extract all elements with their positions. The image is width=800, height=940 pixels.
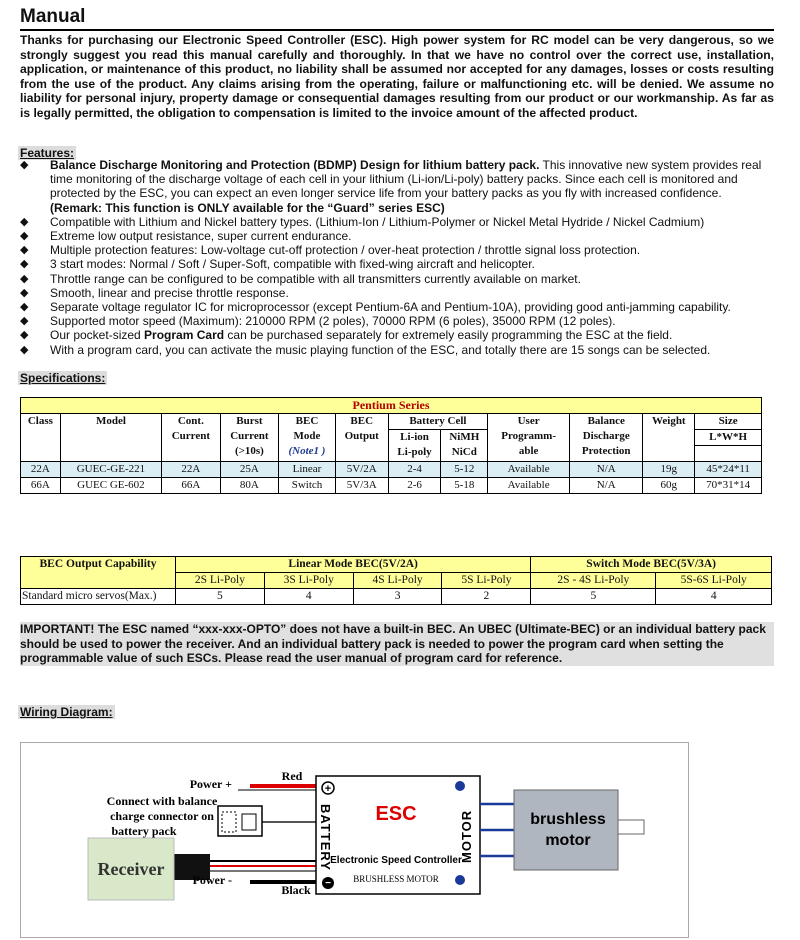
col-li: Li-ion Li-poly (388, 430, 441, 462)
col-user: User Programm- able (488, 414, 570, 462)
power-minus-label: Power - (192, 873, 232, 887)
col-cont: Cont. Current (162, 414, 221, 462)
feature-text: Compatible with Lithium and Nickel battery types. (Lithium-Ion / Lithium-Polymer or Nickel Metal Hydride / Nickel Cadmium) (50, 214, 705, 229)
feature-item (20, 229, 780, 243)
battery-side-label: BATTERY (318, 804, 333, 871)
plus-glyph: + (324, 783, 332, 795)
motor-side-label: MOTOR (459, 809, 474, 863)
bullet-icon: ◆ (20, 230, 29, 243)
feature-text: 3 start modes: Normal / Soft / Super-Soft, compatible with fixed-wing aircraft and helicopter. (50, 257, 535, 272)
feature-item (20, 314, 780, 328)
esc-full-name: Electronic Speed Controller (330, 855, 462, 866)
receiver-label: Receiver (97, 859, 165, 879)
balance-label-line1: Connect with balance (106, 794, 218, 808)
col-battery-cell: Battery Cell (388, 414, 488, 430)
col-size: Size (695, 414, 762, 430)
feature-item (20, 158, 780, 215)
motor-label-line1: brushless (530, 811, 606, 828)
col-bec-mode: BEC Mode (Note1 ) (279, 414, 336, 462)
feature-item (20, 328, 780, 342)
feature-text: Our pocket-sized (50, 328, 145, 343)
feature-text: Smooth, linear and precise throttle response. (50, 285, 289, 300)
feature-text: With a program card, you can activate the music playing function of the ESC, and totally there are 15 songs can be selected. (50, 342, 711, 357)
bullet-icon: ◆ (20, 343, 29, 356)
motor-terminal-dot (455, 781, 465, 791)
important-note: IMPORTANT! The ESC named “xxx-xxx-OPTO” does not have a built-in BEC. An UBEC (Ultimate-BEC) or an individual battery pack should be used to power the receiver. And an individual battery pack is needed to power the program card when setting the programmable value of such ESCs. Please read the user manual of program card for reference. (20, 622, 774, 666)
bullet-icon: ◆ (20, 286, 29, 299)
wiring-heading: Wiring Diagram: (20, 705, 113, 719)
bullet-icon: ◆ (20, 329, 29, 342)
page-title: Manual (20, 6, 86, 27)
linear-mode-header: Linear Mode BEC(5V/2A) (176, 557, 531, 573)
bullet-icon: ◆ (20, 244, 29, 257)
specifications-heading: Specifications: (20, 371, 106, 385)
feature-bold: Balance Discharge Monitoring and Protection (BDMP) Design for lithium battery pack. (50, 158, 540, 172)
motor-terminal-dot (455, 875, 465, 885)
col-burst: Burst Current (>10s) (220, 414, 279, 462)
feature-text: can be purchased separately for extremely easily programming the ESC at the field. (224, 328, 673, 343)
col-ni: NiMH NiCd (441, 430, 488, 462)
series-title: Pentium Series (21, 398, 762, 414)
motor-shaft (618, 820, 644, 834)
balance-label-line3: battery pack (111, 824, 177, 838)
wiring-diagram (20, 742, 772, 938)
specifications-table (20, 397, 762, 494)
feature-item (20, 343, 780, 357)
table-row: Standard micro servos(Max.) 5 4 3 2 5 4 (21, 589, 772, 605)
feature-text: This innovative new system provides real time monitoring of the discharge voltage of each cell in your lithium (Li-ion/Li-poly) battery packs. Since each cell is monitored and protected by the ESC, you can expect an even longer service life from your battery packs as you fly with increased confidence. (50, 158, 762, 201)
switch-mode-header: Switch Mode BEC(5V/3A) (531, 557, 772, 573)
program-card-label: Program Card (144, 328, 225, 343)
bec-capability-header: BEC Output Capability (21, 557, 176, 589)
bec-col: 5S Li-Poly (442, 573, 531, 589)
col-balance: Balance Discharge Protection (570, 414, 643, 462)
esc-subtitle: BRUSHLESS MOTOR (353, 874, 439, 884)
black-label: Black (281, 883, 311, 897)
feature-item (20, 272, 780, 286)
bullet-icon: ◆ (20, 272, 29, 285)
feature-text: Extreme low output resistance, super current endurance. (50, 229, 352, 244)
title-divider (20, 29, 774, 31)
intro-paragraph: Thanks for purchasing our Electronic Speed Controller (ESC). High power system for RC model can be very dangerous, so we strongly suggest you read this manual carefully and thoroughly. In that we have no control over the correct use, installation, application, or maintenance of this product, no liability shall be assumed nor accepted for any damages, losses or costs resulting from the use of the product. Any claims arising from the operating, failure or malfunctioning etc. will be denied. We assume no liability for personal injury, property damage or consequential damages resulting from our product or our workmanship. As far as is legally permitted, the obligation to compensation is limited to the invoice amount of the affected product. (20, 33, 774, 120)
table-row: 66A GUEC GE-602 66A 80A Switch 5V/3A 2-6 5-18 Available N/A 60g 70*31*14 (21, 478, 762, 494)
feature-item (20, 215, 780, 229)
feature-item (20, 243, 780, 257)
col-class: Class (21, 414, 61, 462)
bullet-icon: ◆ (20, 301, 29, 314)
power-plus-label: Power + (189, 777, 232, 791)
bec-col: 2S - 4S Li-Poly (531, 573, 656, 589)
balance-label-line2: charge connector on (110, 809, 214, 823)
bec-col: 5S-6S Li-Poly (656, 573, 772, 589)
motor-body (514, 790, 618, 870)
bec-col: 4S Li-Poly (353, 573, 442, 589)
minus-glyph: − (325, 878, 331, 889)
size-spacer (695, 446, 762, 462)
red-label: Red (281, 769, 303, 783)
feature-text: Separate voltage regulator IC for microprocessor (except Pentium-6A and Pentium-10A), providing good anti-jamming capability. (50, 300, 731, 315)
bullet-icon: ◆ (20, 159, 29, 171)
col-bec-output: BEC Output (335, 414, 388, 462)
col-weight: Weight (643, 414, 695, 462)
bec-col: 2S Li-Poly (176, 573, 265, 589)
esc-label: ESC (375, 803, 417, 825)
bullet-icon: ◆ (20, 215, 29, 228)
feature-item (20, 286, 780, 300)
feature-text: Throttle range can be configured to be compatible with all transmitters currently available on market. (50, 271, 581, 286)
feature-remark: (Remark: This function is ONLY available for the “Guard” series ESC) (50, 200, 445, 215)
bec-capability-table (20, 556, 772, 605)
col-size-dims: L*W*H (695, 430, 762, 446)
bullet-icon: ◆ (20, 258, 29, 271)
features-list (20, 158, 780, 357)
feature-text: Multiple protection features: Low-voltage cut-off protection / over-heat protection / throttle signal loss protection. (50, 243, 641, 258)
feature-text: Supported motor speed (Maximum): 210000 RPM (2 poles), 70000 RPM (6 poles), 35000 RPM (12 poles). (50, 314, 616, 329)
col-model: Model (60, 414, 161, 462)
features-heading: Features: (20, 146, 75, 160)
table-row: 22A GUEC-GE-221 22A 25A Linear 5V/2A 2-4 5-12 Available N/A 19g 45*24*11 (21, 462, 762, 478)
feature-item (20, 300, 780, 314)
motor-label-line2: motor (545, 832, 591, 849)
bec-col: 3S Li-Poly (264, 573, 353, 589)
bullet-icon: ◆ (20, 315, 29, 328)
feature-item (20, 257, 780, 271)
